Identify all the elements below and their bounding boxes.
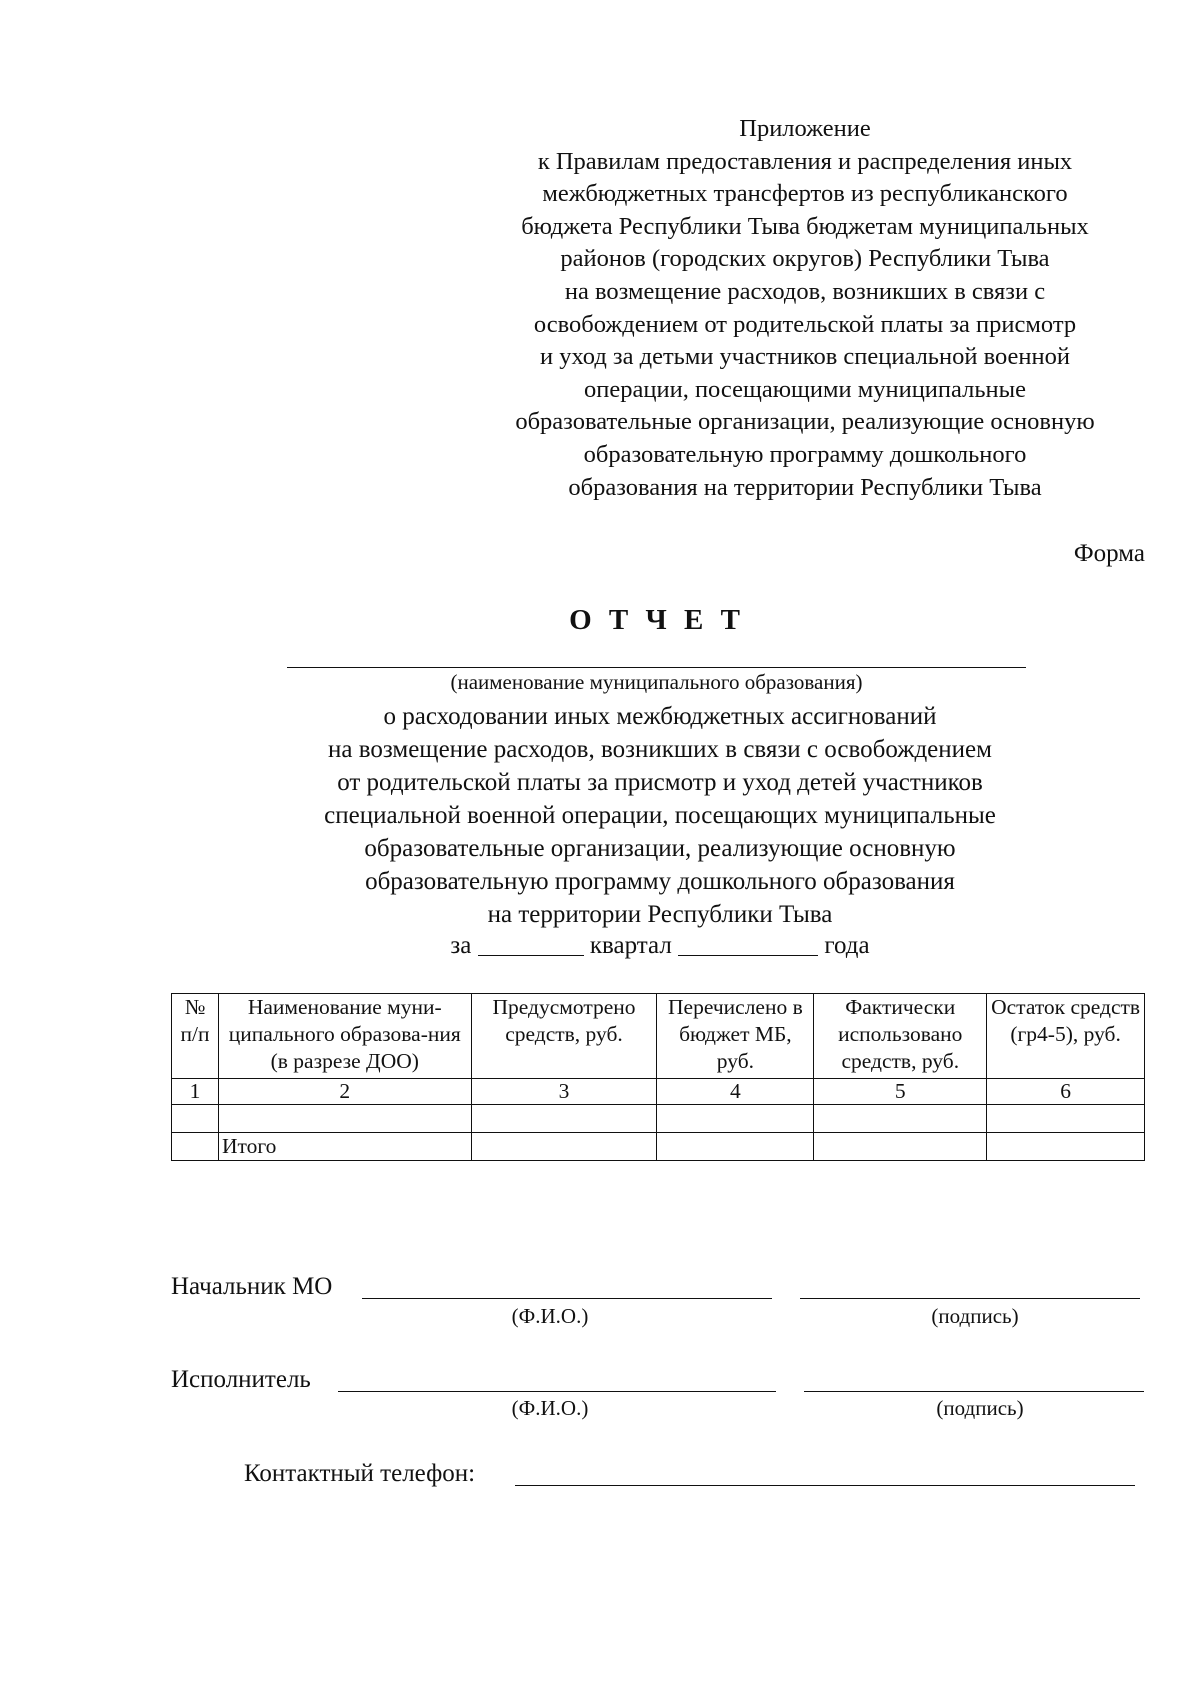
municipality-name-line[interactable]	[287, 667, 1026, 668]
column-number: 2	[218, 1079, 471, 1105]
head-fio-caption: (Ф.И.О.)	[511, 1304, 589, 1328]
table-cell[interactable]	[657, 1133, 814, 1161]
column-number: 3	[471, 1079, 657, 1105]
header-remainder: Остаток средств (гр4-5), руб.	[987, 994, 1145, 1079]
appendix-line: образовательную программу дошкольного	[583, 440, 1027, 468]
header-number: № п/п	[172, 994, 219, 1079]
report-period	[280, 931, 1040, 960]
quarter-blank[interactable]	[478, 931, 584, 956]
year-blank[interactable]	[678, 931, 818, 956]
table-header-row	[172, 994, 1145, 1079]
table-cell[interactable]	[172, 1105, 219, 1133]
header-used: Фактически использовано средств, руб.	[814, 994, 987, 1079]
appendix-line: образовательные организации, реализующие основную	[515, 408, 1095, 436]
column-number: 1	[172, 1079, 219, 1105]
column-number: 4	[657, 1079, 814, 1105]
report-line: специальной военной операции, посещающих муниципальные	[324, 802, 996, 829]
total-label: Итого	[218, 1133, 471, 1161]
executor-signature-line[interactable]	[804, 1391, 1144, 1392]
period-suffix: года	[824, 932, 870, 959]
table-cell[interactable]	[471, 1105, 657, 1133]
executor-fio-caption: (Ф.И.О.)	[511, 1396, 589, 1420]
table-cell[interactable]	[814, 1133, 987, 1161]
column-number: 5	[814, 1079, 987, 1105]
head-signature-line[interactable]	[800, 1298, 1140, 1299]
phone-line[interactable]	[515, 1485, 1135, 1486]
table-cell[interactable]	[987, 1105, 1145, 1133]
report-description	[210, 700, 1110, 931]
head-signature-caption: (подпись)	[931, 1304, 1019, 1328]
table-row-total	[172, 1133, 1145, 1161]
report-line: образовательные организации, реализующие основную	[364, 835, 956, 862]
appendix-block	[470, 113, 1140, 504]
column-number-row	[172, 1079, 1145, 1105]
appendix-line: межбюджетных трансфертов из республиканского	[542, 180, 1068, 208]
form-label: Форма	[1073, 540, 1145, 567]
header-transferred: Перечислено в бюджет МБ, руб.	[657, 994, 814, 1079]
appendix-line: к Правилам предоставления и распределения иных	[537, 147, 1073, 175]
head-fio-line[interactable]	[362, 1298, 772, 1299]
phone-label: Контактный телефон:	[244, 1460, 476, 1487]
executor-fio-line[interactable]	[338, 1391, 776, 1392]
appendix-line: образования на территории Республики Тыва	[568, 473, 1042, 501]
header-municipality: Наименование муни-ципального образова-ния (в разрезе ДОО)	[218, 994, 471, 1079]
head-label: Начальник МО	[171, 1273, 333, 1300]
report-title: О Т Ч Е Т	[569, 604, 745, 636]
executor-signature-caption: (подпись)	[936, 1396, 1024, 1420]
appendix-line: операции, посещающими муниципальные	[584, 375, 1026, 403]
appendix-line: и уход за детьми участников специальной военной	[539, 343, 1070, 371]
appendix-line: районов (городских округов) Республики Тыва	[560, 245, 1050, 273]
table-cell[interactable]	[471, 1133, 657, 1161]
appendix-line: Приложение	[739, 115, 871, 142]
appendix-line: бюджета Республики Тыва бюджетам муниципальных	[521, 212, 1089, 240]
appendix-line: освобождением от родительской платы за присмотр	[533, 310, 1077, 338]
table-row	[172, 1105, 1145, 1133]
municipality-name-caption: (наименование муниципального образования)	[450, 670, 863, 694]
header-planned: Предусмотрено средств, руб.	[471, 994, 657, 1079]
report-table	[171, 993, 1145, 1161]
report-line: от родительской платы за присмотр и уход детей участников	[337, 769, 983, 796]
executor-label: Исполнитель	[171, 1366, 311, 1393]
report-line: на возмещение расходов, возникших в связи с освобождением	[328, 736, 992, 763]
period-middle: квартал	[589, 932, 672, 959]
table-cell[interactable]	[218, 1105, 471, 1133]
table-cell[interactable]	[987, 1133, 1145, 1161]
report-line: на территории Республики Тыва	[487, 901, 833, 928]
table-cell[interactable]	[814, 1105, 987, 1133]
table-cell[interactable]	[172, 1133, 219, 1161]
appendix-line: на возмещение расходов, возникших в связи с	[564, 277, 1046, 305]
table-cell[interactable]	[657, 1105, 814, 1133]
report-line: образовательную программу дошкольного образования	[365, 868, 955, 895]
report-line: о расходовании иных межбюджетных ассигнований	[383, 703, 937, 730]
period-prefix: за	[450, 932, 472, 959]
column-number: 6	[987, 1079, 1145, 1105]
